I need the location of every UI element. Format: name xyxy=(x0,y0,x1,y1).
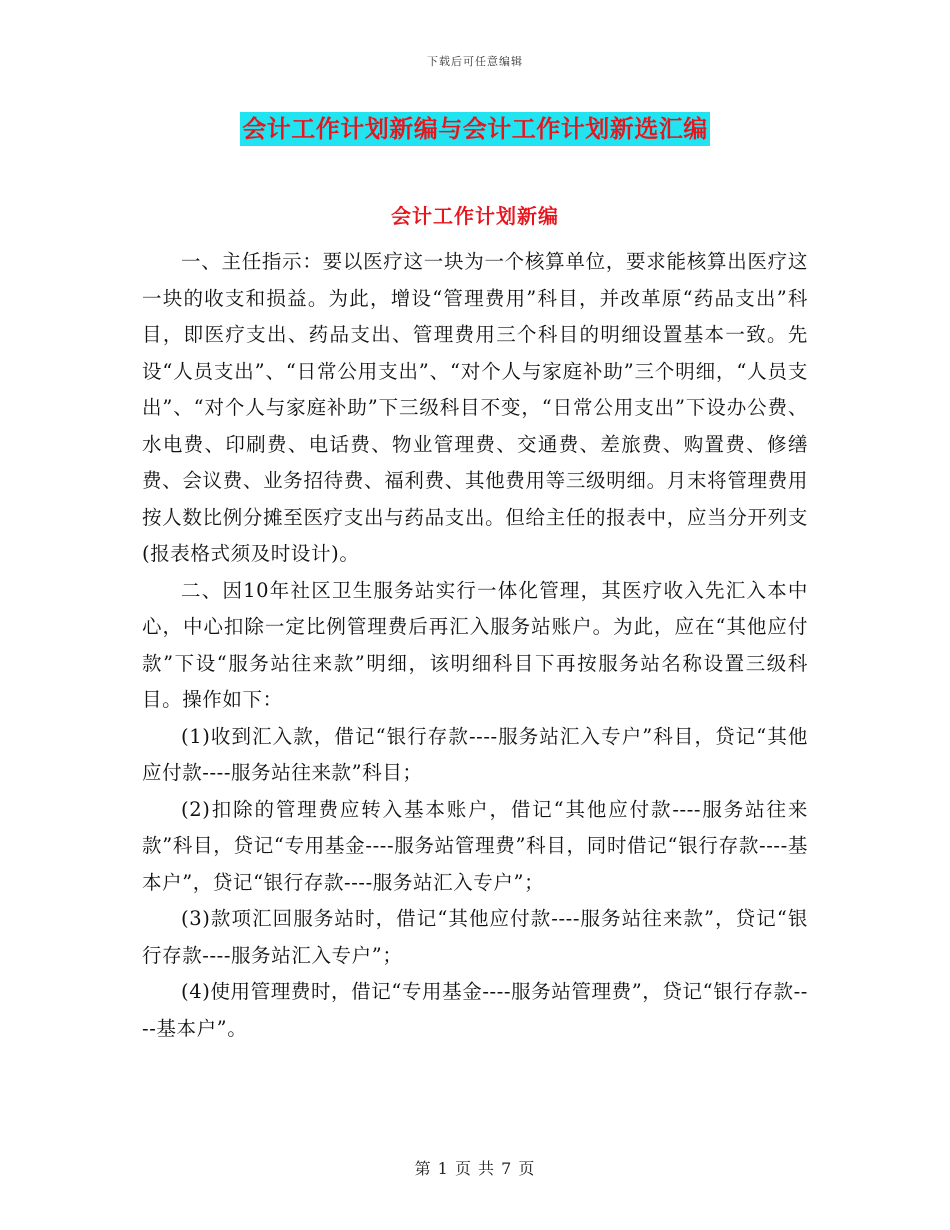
paragraph-directive: 一、主任指示：要以医疗这一块为一个核算单位，要求能核算出医疗这一块的收支和损益。为此，增设“管理费用”科目，并改革原“药品支出”科目，即医疗支出、药品支出、管理费用三个科目的明细设置基本一致。先设“人员支出”、“日常公用支出”、“对个人与家庭补助”三个明细，“人员支出”、“对个人与家庭补助”下三级科目不变，“日常公用支出”下设办公费、水电费、印刷费、电话费、物业管理费、交通费、差旅费、购置费、修缮费、会议费、业务招待费、福利费、其他费用等三级明细。月末将管理费用按人数比例分摊至医疗支出与药品支出。但给主任的报表中，应当分开列支(报表格式须及时设计)。 xyxy=(142,250,808,565)
page-header-note: 下载后可任意编辑 xyxy=(427,55,523,68)
document-title-container xyxy=(0,112,950,146)
page-number-footer: 第 1 页 共 7 页 xyxy=(414,1159,536,1178)
section-heading: 会计工作计划新编 xyxy=(391,204,559,228)
paragraph-step-3: (3)款项汇回服务站时，借记“其他应付款----服务站往来款”，贷记“银行存款----服务站汇入专户”； xyxy=(142,907,808,967)
paragraph-step-1: (1)收到汇入款，借记“银行存款----服务站汇入专户”科目，贷记“其他应付款----服务站往来款”科目； xyxy=(142,724,808,784)
document-body xyxy=(142,244,808,1047)
paragraph-step-2: (2)扣除的管理费应转入基本账户，借记“其他应付款----服务站往来款”科目，贷记“专用基金----服务站管理费”科目，同时借记“银行存款----基本户”，贷记“银行存款----服务站汇入专户”； xyxy=(142,797,808,894)
paragraph-service-station: 二、因10年社区卫生服务站实行一体化管理，其医疗收入先汇入本中心，中心扣除一定比例管理费后再汇入服务站账户。为此，应在“其他应付款”下设“服务站往来款”明细，该明细科目下再按服务站名称设置三级科目。操作如下： xyxy=(142,578,808,711)
paragraph-step-4: (4)使用管理费时，借记“专用基金----服务站管理费”，贷记“银行存款----基本户”。 xyxy=(142,980,808,1040)
document-title: 会计工作计划新编与会计工作计划新选汇编 xyxy=(240,112,710,146)
